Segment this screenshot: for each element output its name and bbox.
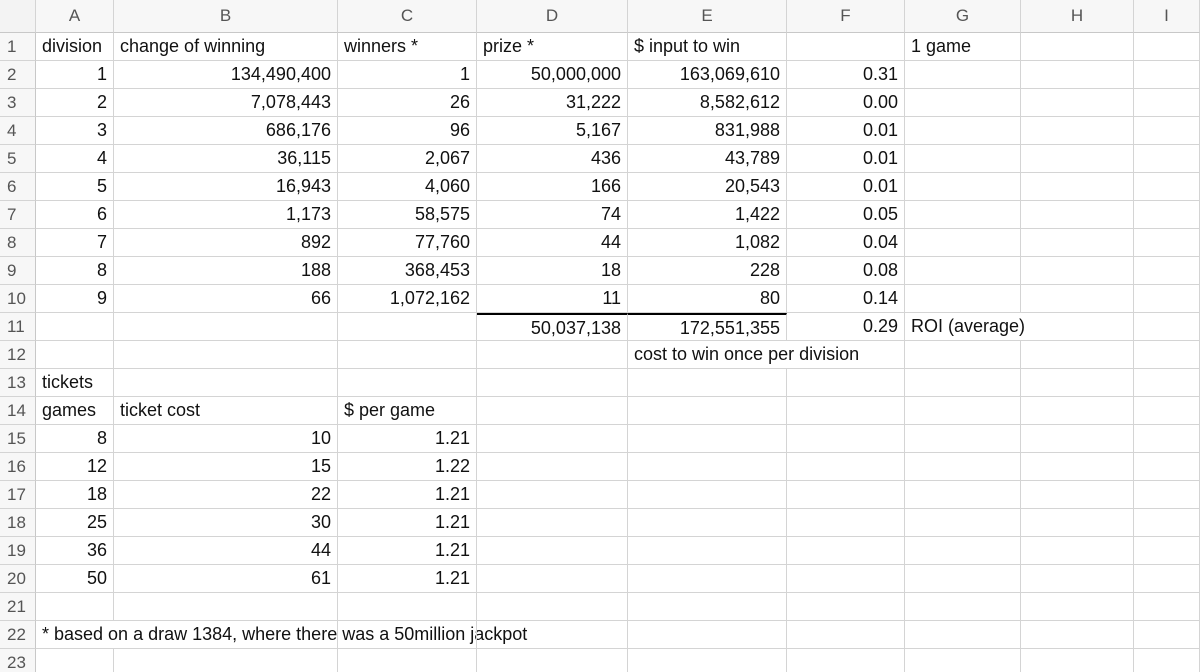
cell-e16[interactable]: [628, 453, 787, 481]
cell-b16[interactable]: 15: [114, 453, 338, 481]
row-header-1[interactable]: 1: [0, 33, 36, 61]
cell-h6[interactable]: [1021, 173, 1134, 201]
cell-i10[interactable]: [1134, 285, 1200, 313]
cell-f3[interactable]: 0.00: [787, 89, 905, 117]
cell-e22[interactable]: [628, 621, 787, 649]
cell-c20[interactable]: 1.21: [338, 565, 477, 593]
cell-i9[interactable]: [1134, 257, 1200, 285]
column-header-g[interactable]: G: [905, 0, 1021, 33]
cell-e14[interactable]: [628, 397, 787, 425]
cell-f2[interactable]: 0.31: [787, 61, 905, 89]
cell-c18[interactable]: 1.21: [338, 509, 477, 537]
cell-d13[interactable]: [477, 369, 628, 397]
cell-i17[interactable]: [1134, 481, 1200, 509]
cell-g18[interactable]: [905, 509, 1021, 537]
cell-b2[interactable]: 134,490,400: [114, 61, 338, 89]
row-header-5[interactable]: 5: [0, 145, 36, 173]
row-header-13[interactable]: 13: [0, 369, 36, 397]
cell-b11[interactable]: [114, 313, 338, 341]
cell-h21[interactable]: [1021, 593, 1134, 621]
cell-d2[interactable]: 50,000,000: [477, 61, 628, 89]
cell-h17[interactable]: [1021, 481, 1134, 509]
row-header-15[interactable]: 15: [0, 425, 36, 453]
cell-e2[interactable]: 163,069,610: [628, 61, 787, 89]
cell-i23[interactable]: [1134, 649, 1200, 672]
sheet-row-8: [0, 229, 1200, 257]
cell-d10[interactable]: 11: [477, 285, 628, 313]
cell-e7[interactable]: 1,422: [628, 201, 787, 229]
cell-c12[interactable]: [338, 341, 477, 369]
row-header-17[interactable]: 17: [0, 481, 36, 509]
cell-c7[interactable]: 58,575: [338, 201, 477, 229]
cell-i6[interactable]: [1134, 173, 1200, 201]
cell-d12[interactable]: [477, 341, 628, 369]
cell-d6[interactable]: 166: [477, 173, 628, 201]
cell-i8[interactable]: [1134, 229, 1200, 257]
cell-b6[interactable]: 16,943: [114, 173, 338, 201]
cell-i16[interactable]: [1134, 453, 1200, 481]
cell-a14[interactable]: games: [36, 397, 114, 425]
cell-c6[interactable]: 4,060: [338, 173, 477, 201]
cell-i15[interactable]: [1134, 425, 1200, 453]
column-header-i[interactable]: I: [1134, 0, 1200, 33]
cell-c17[interactable]: 1.21: [338, 481, 477, 509]
cell-b21[interactable]: [114, 593, 338, 621]
column-header-row: [0, 0, 1200, 33]
cell-f21[interactable]: [787, 593, 905, 621]
cell-c10[interactable]: 1,072,162: [338, 285, 477, 313]
cell-i4[interactable]: [1134, 117, 1200, 145]
sheet-row-3: [0, 89, 1200, 117]
cell-h10[interactable]: [1021, 285, 1134, 313]
cell-d1[interactable]: prize *: [477, 33, 628, 61]
cell-h7[interactable]: [1021, 201, 1134, 229]
cell-a6[interactable]: 5: [36, 173, 114, 201]
cell-e10[interactable]: 80: [628, 285, 787, 313]
cell-a20[interactable]: 50: [36, 565, 114, 593]
row-header-22[interactable]: 22: [0, 621, 36, 649]
row-header-20[interactable]: 20: [0, 565, 36, 593]
sheet-row-17: [0, 481, 1200, 509]
cell-e1[interactable]: $ input to win: [628, 33, 787, 61]
cell-i21[interactable]: [1134, 593, 1200, 621]
cell-g1[interactable]: 1 game: [905, 33, 1021, 61]
cell-c22[interactable]: [338, 621, 477, 649]
cell-b5[interactable]: 36,115: [114, 145, 338, 173]
cell-d23[interactable]: [477, 649, 628, 672]
cell-h13[interactable]: [1021, 369, 1134, 397]
cell-g9[interactable]: [905, 257, 1021, 285]
cell-a7[interactable]: 6: [36, 201, 114, 229]
cell-c19[interactable]: 1.21: [338, 537, 477, 565]
cell-g20[interactable]: [905, 565, 1021, 593]
cell-a3[interactable]: 2: [36, 89, 114, 117]
select-all-corner[interactable]: [0, 0, 36, 33]
cell-g11[interactable]: ROI (average): [905, 313, 1021, 341]
sheet-row-13: [0, 369, 1200, 397]
cell-e15[interactable]: [628, 425, 787, 453]
cell-b4[interactable]: 686,176: [114, 117, 338, 145]
row-header-4[interactable]: 4: [0, 117, 36, 145]
cell-h16[interactable]: [1021, 453, 1134, 481]
sheet-row-14: [0, 397, 1200, 425]
cell-b22[interactable]: [114, 621, 338, 649]
cell-d17[interactable]: [477, 481, 628, 509]
cell-a19[interactable]: 36: [36, 537, 114, 565]
cell-e12[interactable]: cost to win once per division: [628, 341, 787, 369]
cell-b9[interactable]: 188: [114, 257, 338, 285]
cell-h23[interactable]: [1021, 649, 1134, 672]
cell-g10[interactable]: [905, 285, 1021, 313]
cell-b17[interactable]: 22: [114, 481, 338, 509]
cell-e5[interactable]: 43,789: [628, 145, 787, 173]
cell-d15[interactable]: [477, 425, 628, 453]
column-header-a[interactable]: A: [36, 0, 114, 33]
cell-b13[interactable]: [114, 369, 338, 397]
cell-d14[interactable]: [477, 397, 628, 425]
cell-c5[interactable]: 2,067: [338, 145, 477, 173]
cell-f6[interactable]: 0.01: [787, 173, 905, 201]
cell-e23[interactable]: [628, 649, 787, 672]
cell-a15[interactable]: 8: [36, 425, 114, 453]
cell-e6[interactable]: 20,543: [628, 173, 787, 201]
cell-h12[interactable]: [1021, 341, 1134, 369]
cell-c4[interactable]: 96: [338, 117, 477, 145]
cell-d19[interactable]: [477, 537, 628, 565]
cell-g17[interactable]: [905, 481, 1021, 509]
cell-d11[interactable]: 50,037,138: [477, 313, 628, 341]
cell-h19[interactable]: [1021, 537, 1134, 565]
cell-h2[interactable]: [1021, 61, 1134, 89]
cell-c13[interactable]: [338, 369, 477, 397]
cell-f16[interactable]: [787, 453, 905, 481]
cell-f23[interactable]: [787, 649, 905, 672]
column-header-c[interactable]: C: [338, 0, 477, 33]
cell-c21[interactable]: [338, 593, 477, 621]
cell-i3[interactable]: [1134, 89, 1200, 117]
cell-i14[interactable]: [1134, 397, 1200, 425]
sheet-row-23: [0, 649, 1200, 672]
row-header-23[interactable]: 23: [0, 649, 36, 672]
row-header-19[interactable]: 19: [0, 537, 36, 565]
cell-e4[interactable]: 831,988: [628, 117, 787, 145]
cell-a13[interactable]: tickets: [36, 369, 114, 397]
row-header-12[interactable]: 12: [0, 341, 36, 369]
cell-f14[interactable]: [787, 397, 905, 425]
cell-e9[interactable]: 228: [628, 257, 787, 285]
cell-b19[interactable]: 44: [114, 537, 338, 565]
cell-d9[interactable]: 18: [477, 257, 628, 285]
sheet-row-10: [0, 285, 1200, 313]
sheet-row-15: [0, 425, 1200, 453]
cell-i19[interactable]: [1134, 537, 1200, 565]
cell-a21[interactable]: [36, 593, 114, 621]
cell-a2[interactable]: 1: [36, 61, 114, 89]
sheet-row-4: [0, 117, 1200, 145]
cell-h4[interactable]: [1021, 117, 1134, 145]
cell-b18[interactable]: 30: [114, 509, 338, 537]
cell-h8[interactable]: [1021, 229, 1134, 257]
cell-b1[interactable]: change of winning: [114, 33, 338, 61]
cell-g13[interactable]: [905, 369, 1021, 397]
cell-f4[interactable]: 0.01: [787, 117, 905, 145]
cell-h9[interactable]: [1021, 257, 1134, 285]
cell-a12[interactable]: [36, 341, 114, 369]
cell-h18[interactable]: [1021, 509, 1134, 537]
cell-g14[interactable]: [905, 397, 1021, 425]
cell-b3[interactable]: 7,078,443: [114, 89, 338, 117]
cell-a18[interactable]: 25: [36, 509, 114, 537]
cell-i13[interactable]: [1134, 369, 1200, 397]
cell-a16[interactable]: 12: [36, 453, 114, 481]
cell-a8[interactable]: 7: [36, 229, 114, 257]
column-header-f[interactable]: F: [787, 0, 905, 33]
cell-f15[interactable]: [787, 425, 905, 453]
cell-f11[interactable]: 0.29: [787, 313, 905, 341]
cell-d16[interactable]: [477, 453, 628, 481]
cell-e3[interactable]: 8,582,612: [628, 89, 787, 117]
cell-i7[interactable]: [1134, 201, 1200, 229]
sheet-row-9: [0, 257, 1200, 285]
row-header-21[interactable]: 21: [0, 593, 36, 621]
row-header-14[interactable]: 14: [0, 397, 36, 425]
cell-b10[interactable]: 66: [114, 285, 338, 313]
sheet-row-21: [0, 593, 1200, 621]
cell-b23[interactable]: [114, 649, 338, 672]
cell-b14[interactable]: ticket cost: [114, 397, 338, 425]
cell-f20[interactable]: [787, 565, 905, 593]
row-header-16[interactable]: 16: [0, 453, 36, 481]
cell-e13[interactable]: [628, 369, 787, 397]
cell-g21[interactable]: [905, 593, 1021, 621]
cell-g16[interactable]: [905, 453, 1021, 481]
cell-h14[interactable]: [1021, 397, 1134, 425]
cell-e19[interactable]: [628, 537, 787, 565]
cell-d21[interactable]: [477, 593, 628, 621]
row-header-10[interactable]: 10: [0, 285, 36, 313]
column-header-b[interactable]: B: [114, 0, 338, 33]
row-header-8[interactable]: 8: [0, 229, 36, 257]
cell-f9[interactable]: 0.08: [787, 257, 905, 285]
row-header-18[interactable]: 18: [0, 509, 36, 537]
cell-f22[interactable]: [787, 621, 905, 649]
sheet-row-5: [0, 145, 1200, 173]
cell-c8[interactable]: 77,760: [338, 229, 477, 257]
row-header-11[interactable]: 11: [0, 313, 36, 341]
cell-c11[interactable]: [338, 313, 477, 341]
cell-f12[interactable]: [787, 341, 905, 369]
cell-e8[interactable]: 1,082: [628, 229, 787, 257]
cell-g5[interactable]: [905, 145, 1021, 173]
cell-i2[interactable]: [1134, 61, 1200, 89]
sheet-row-12: [0, 341, 1200, 369]
cell-a4[interactable]: 3: [36, 117, 114, 145]
cell-d18[interactable]: [477, 509, 628, 537]
sheet-row-7: [0, 201, 1200, 229]
cell-h1[interactable]: [1021, 33, 1134, 61]
cell-a9[interactable]: 8: [36, 257, 114, 285]
sheet-row-22: [0, 621, 1200, 649]
cell-g22[interactable]: [905, 621, 1021, 649]
sheet-row-11: [0, 313, 1200, 341]
row-header-7[interactable]: 7: [0, 201, 36, 229]
cell-g23[interactable]: [905, 649, 1021, 672]
column-header-e[interactable]: E: [628, 0, 787, 33]
cell-c15[interactable]: 1.21: [338, 425, 477, 453]
sheet-row-1: [0, 33, 1200, 61]
cell-b7[interactable]: 1,173: [114, 201, 338, 229]
cell-a23[interactable]: [36, 649, 114, 672]
cell-g3[interactable]: [905, 89, 1021, 117]
cell-i20[interactable]: [1134, 565, 1200, 593]
cell-a5[interactable]: 4: [36, 145, 114, 173]
cell-c14[interactable]: $ per game: [338, 397, 477, 425]
cell-b15[interactable]: 10: [114, 425, 338, 453]
cell-g7[interactable]: [905, 201, 1021, 229]
cell-e11[interactable]: 172,551,355: [628, 313, 787, 341]
cell-g2[interactable]: [905, 61, 1021, 89]
cell-h15[interactable]: [1021, 425, 1134, 453]
cell-i5[interactable]: [1134, 145, 1200, 173]
column-header-d[interactable]: D: [477, 0, 628, 33]
cell-g15[interactable]: [905, 425, 1021, 453]
cell-a22[interactable]: * based on a draw 1384, where there was a 50million jackpot: [36, 621, 114, 649]
row-header-2[interactable]: 2: [0, 61, 36, 89]
cell-f13[interactable]: [787, 369, 905, 397]
column-header-h[interactable]: H: [1021, 0, 1134, 33]
cell-d8[interactable]: 44: [477, 229, 628, 257]
cell-h3[interactable]: [1021, 89, 1134, 117]
cell-d5[interactable]: 436: [477, 145, 628, 173]
sheet-row-2: [0, 61, 1200, 89]
row-header-6[interactable]: 6: [0, 173, 36, 201]
cell-c9[interactable]: 368,453: [338, 257, 477, 285]
cell-e20[interactable]: [628, 565, 787, 593]
cell-b12[interactable]: [114, 341, 338, 369]
cell-f19[interactable]: [787, 537, 905, 565]
cell-f18[interactable]: [787, 509, 905, 537]
cell-i18[interactable]: [1134, 509, 1200, 537]
cell-f17[interactable]: [787, 481, 905, 509]
sheet-row-20: [0, 565, 1200, 593]
sheet-row-16: [0, 453, 1200, 481]
cell-g8[interactable]: [905, 229, 1021, 257]
cell-d20[interactable]: [477, 565, 628, 593]
cell-c23[interactable]: [338, 649, 477, 672]
cell-h5[interactable]: [1021, 145, 1134, 173]
sheet-row-19: [0, 537, 1200, 565]
cell-g19[interactable]: [905, 537, 1021, 565]
cell-a10[interactable]: 9: [36, 285, 114, 313]
sheet-row-18: [0, 509, 1200, 537]
cell-h11[interactable]: [1021, 313, 1134, 341]
cell-c3[interactable]: 26: [338, 89, 477, 117]
cell-i22[interactable]: [1134, 621, 1200, 649]
cell-f8[interactable]: 0.04: [787, 229, 905, 257]
cell-e17[interactable]: [628, 481, 787, 509]
row-header-9[interactable]: 9: [0, 257, 36, 285]
cell-g4[interactable]: [905, 117, 1021, 145]
cell-d4[interactable]: 5,167: [477, 117, 628, 145]
cell-c2[interactable]: 1: [338, 61, 477, 89]
cell-d3[interactable]: 31,222: [477, 89, 628, 117]
cell-a1[interactable]: division: [36, 33, 114, 61]
cell-e21[interactable]: [628, 593, 787, 621]
cell-h22[interactable]: [1021, 621, 1134, 649]
cell-f1[interactable]: [787, 33, 905, 61]
cell-a11[interactable]: [36, 313, 114, 341]
cell-b20[interactable]: 61: [114, 565, 338, 593]
cell-a17[interactable]: 18: [36, 481, 114, 509]
cell-i11[interactable]: [1134, 313, 1200, 341]
cell-g6[interactable]: [905, 173, 1021, 201]
cell-b8[interactable]: 892: [114, 229, 338, 257]
cell-f10[interactable]: 0.14: [787, 285, 905, 313]
row-header-3[interactable]: 3: [0, 89, 36, 117]
cell-c16[interactable]: 1.22: [338, 453, 477, 481]
cell-c1[interactable]: winners *: [338, 33, 477, 61]
cell-i12[interactable]: [1134, 341, 1200, 369]
cell-i1[interactable]: [1134, 33, 1200, 61]
cell-d7[interactable]: 74: [477, 201, 628, 229]
cell-f7[interactable]: 0.05: [787, 201, 905, 229]
cell-f5[interactable]: 0.01: [787, 145, 905, 173]
cell-g12[interactable]: [905, 341, 1021, 369]
cell-e18[interactable]: [628, 509, 787, 537]
cell-h20[interactable]: [1021, 565, 1134, 593]
sheet-row-6: [0, 173, 1200, 201]
cell-d22[interactable]: [477, 621, 628, 649]
